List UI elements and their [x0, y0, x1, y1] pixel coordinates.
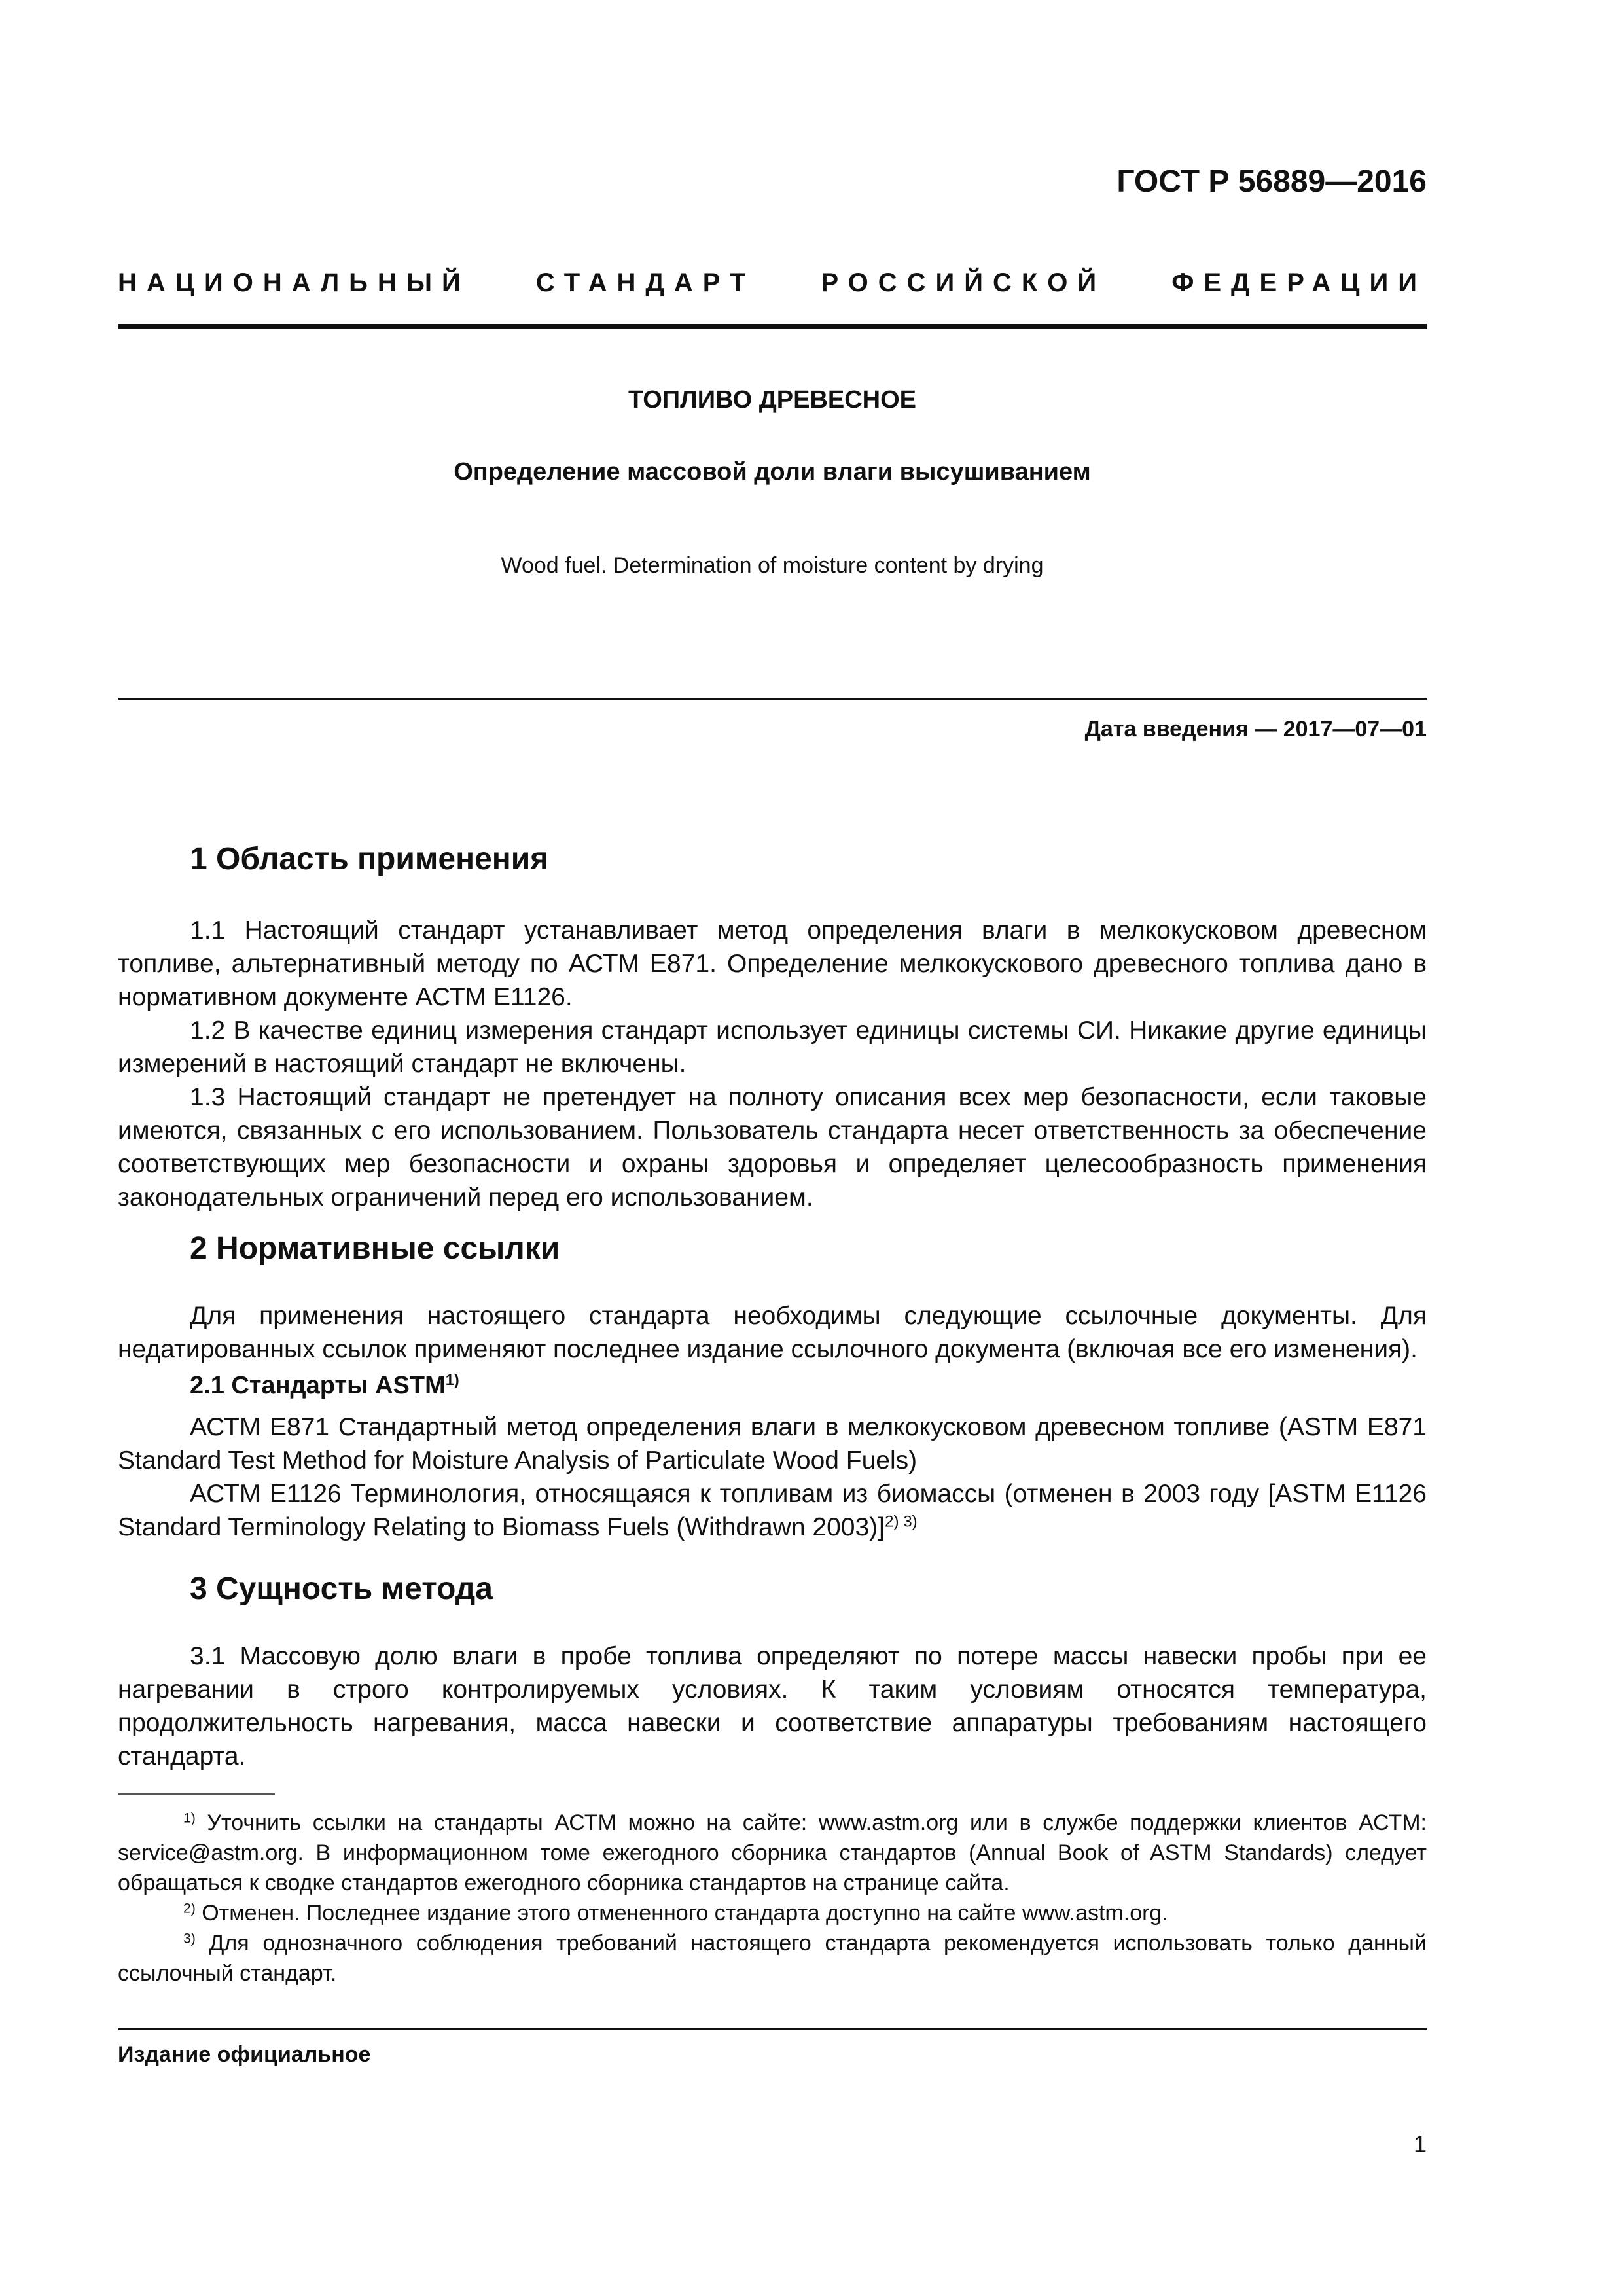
subsection-2-1-heading: [190, 1372, 459, 1400]
document-title: ТОПЛИВО ДРЕВЕСНОЕ: [628, 386, 917, 414]
title-divider: [118, 698, 1427, 700]
footnote-ref-2-3: 2) 3): [885, 1513, 918, 1531]
section-3-body: [118, 1640, 1427, 1773]
section-2-intro: [118, 1299, 1427, 1366]
header-word: ФЕДЕРАЦИИ: [1171, 268, 1427, 297]
header-word: СТАНДАРТ: [535, 268, 756, 297]
reference-astm-e1126: [118, 1477, 1427, 1544]
footnote-text: Для однозначного соблюдения требований настоящего стандарта рекомендуется использовать только данный ссылочный стандарт.: [118, 1931, 1427, 1986]
reference-astm-e1126-text: АСТМ Е1126 Терминология, относящаяся к топливам из биомассы (отменен в 2003 году [ASTM E1126 Standard Terminology Relating to Biomass Fuels (Withdrawn 2003)]: [118, 1480, 1427, 1541]
paragraph-3-1: 3.1 Массовую долю влаги в пробе топлива определяют по потере массы навески пробы при ее нагревании в строго контролируемых условиях. К таким условиям относятся температура, продолжительность нагревания, масса навески и соответствие аппаратуры требованиям настоящего стандарта.: [118, 1642, 1427, 1770]
reference-astm-e871: АСТМ Е871 Стандартный метод определения влаги в мелкокусковом древесном топливе (ASTM E871 Standard Test Method for Moisture Analysis of Particulate Wood Fuels): [118, 1413, 1427, 1475]
footnote-item: [118, 1928, 1427, 1988]
footnote-ref-1: 1): [445, 1371, 459, 1389]
footnote-mark: 3): [183, 1931, 196, 1946]
footnote-separator: [118, 1793, 275, 1795]
section-2-references: [118, 1410, 1427, 1544]
footnote-mark: 1): [183, 1810, 196, 1826]
official-edition-label: Издание официальное: [118, 2042, 371, 2067]
subsection-2-1-title: 2.1 Стандарты ASTM: [190, 1372, 446, 1399]
footnote-text: Уточнить ссылки на стандарты АСТМ можно на сайте: www.astm.org или в службе поддержки клиентов АСТМ: service@astm.org. В информационном томе ежегодного сборника стандартов (Annual Book of ASTM Standards) следует обращаться к сводке стандартов ежегодного сборника стандартов на странице сайта.: [118, 1810, 1427, 1895]
paragraph-1-1: 1.1 Настоящий стандарт устанавливает метод определения влаги в мелкокусковом древесном топливе, альтернативный методу по АСТМ Е871. Определение мелкокускового древесного топлива дано в нормативном документе АСТМ Е1126.: [118, 916, 1427, 1011]
gost-number: ГОСТ Р 56889—2016: [1116, 164, 1427, 199]
footnote-item: [118, 1898, 1427, 1928]
footnote-item: [118, 1808, 1427, 1898]
document-subtitle: Определение массовой доли влаги высушиванием: [454, 458, 1091, 486]
paragraph-1-2: 1.2 В качестве единиц измерения стандарт использует единицы системы СИ. Никакие другие единицы измерений в настоящий стандарт не включены.: [118, 1016, 1427, 1078]
paragraph-1-3: 1.3 Настоящий стандарт не претендует на полноту описания всех мер безопасности, если таковые имеются, связанных с его использованием. Пользователь стандарта несет ответственность за обеспечение соответствующих мер безопасности и охраны здоровья и определяет целесообразность применения законодательных ограничений перед его использованием.: [118, 1083, 1427, 1211]
section-3-heading: 3 Сущность метода: [190, 1571, 493, 1606]
header-word: НАЦИОНАЛЬНЫЙ: [118, 268, 471, 297]
section-1-heading: 1 Область применения: [190, 842, 549, 876]
footnotes: [118, 1808, 1427, 1988]
footnote-mark: 2): [183, 1901, 196, 1916]
header-word: РОССИЙСКОЙ: [821, 268, 1107, 297]
section-2-heading: 2 Нормативные ссылки: [190, 1231, 560, 1266]
english-title: Wood fuel. Determination of moisture content by drying: [501, 553, 1044, 578]
section-1-body: [118, 914, 1427, 1214]
footnote-text: Отменен. Последнее издание этого отмененного стандарта доступно на сайте www.astm.org.: [202, 1901, 1168, 1926]
paragraph-2-intro: Для применения настоящего стандарта необходимы следующие ссылочные документы. Для недатированных ссылок применяют последнее издание ссылочного документа (включая все его изменения).: [118, 1302, 1427, 1363]
header-divider: [118, 324, 1427, 329]
page-number: 1: [1413, 2130, 1427, 2157]
footer-divider: [118, 2028, 1427, 2030]
introduction-date: Дата введения — 2017—07—01: [1084, 717, 1427, 742]
national-standard-header: [118, 268, 1427, 298]
